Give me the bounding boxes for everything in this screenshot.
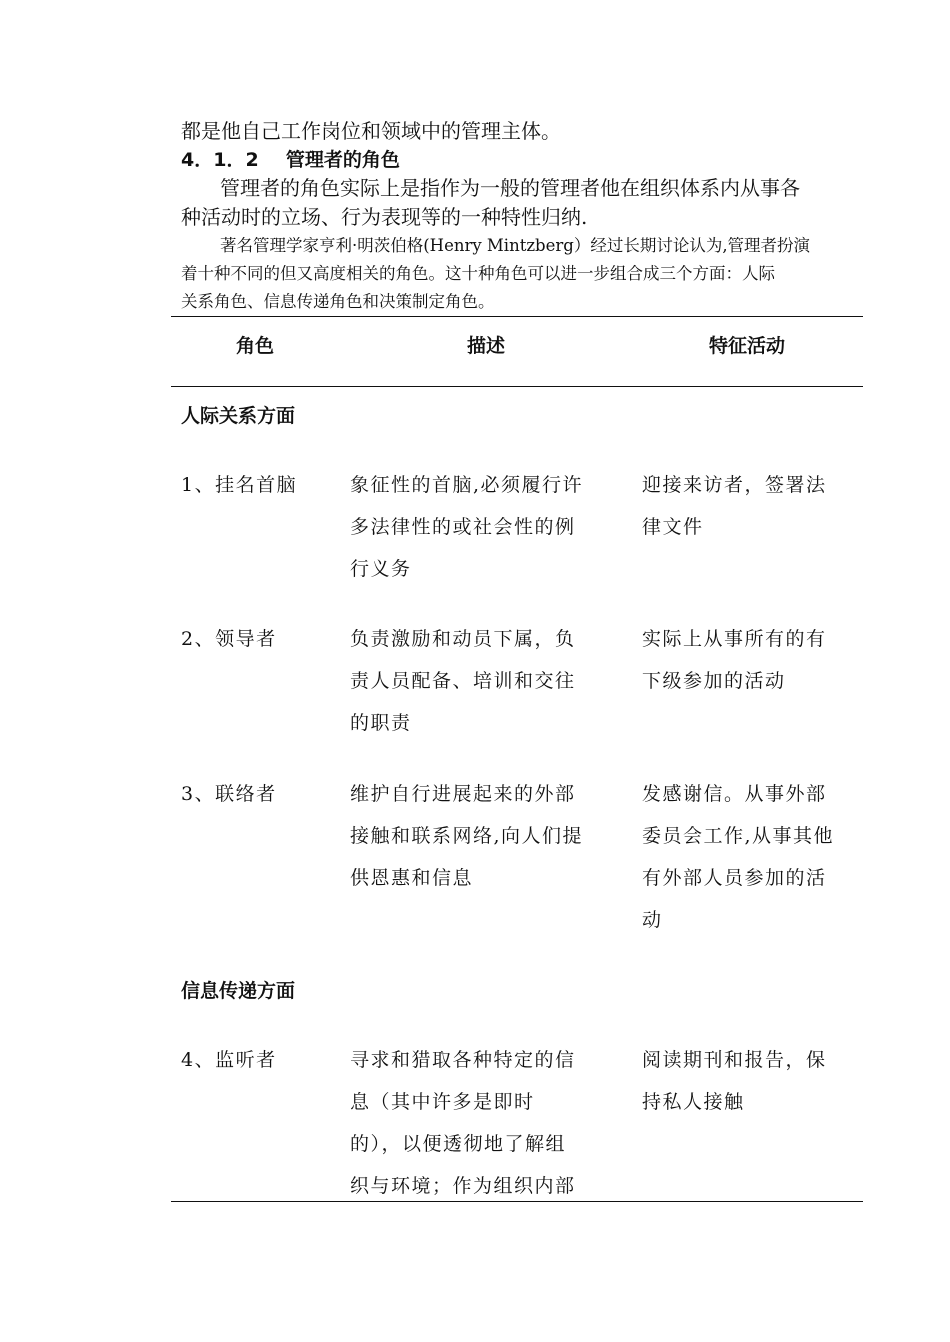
row-role: 2、领导者: [181, 628, 277, 650]
table-bottom-rule: [171, 1201, 863, 1202]
row-activities: 发感谢信。从事外部 委员会工作,从事其他 有外部人员参加的活 动: [642, 783, 835, 931]
header-role: 角色: [235, 335, 274, 357]
paragraph-line: 著名管理学家亨利·明茨伯格(Henry Mintzberg）经过长期讨论认为,管理者扮演: [220, 236, 811, 255]
row-activities: 阅读期刊和报告，保 持私人接触: [642, 1049, 827, 1113]
row-description: 寻求和猎取各种特定的信 息（其中许多是即时 的），以便透彻地了解组 织与环境；作为组织内部: [350, 1049, 576, 1197]
row-role: 4、监听者: [181, 1049, 277, 1071]
table-top-rule: [171, 316, 863, 317]
header-description: 描述: [466, 335, 505, 357]
section-title: 信息传递方面: [181, 980, 296, 1002]
section-title: 人际关系方面: [181, 405, 296, 427]
row-role: 1、挂名首脑: [181, 474, 298, 496]
row-description: 维护自行进展起来的外部 接触和联系网络,向人们提 供恩惠和信息: [350, 783, 584, 889]
intro-line: 都是他自己工作岗位和领域中的管理主体。: [181, 119, 561, 143]
row-description: 象征性的首脑,必须履行许 多法律性的或社会性的例 行义务: [350, 474, 584, 580]
section-title: 管理者的角色: [285, 149, 400, 171]
header-bottom-rule: [171, 386, 863, 387]
paragraph-line: 着十种不同的但又高度相关的角色。这十种角色可以进一步组合成三个方面：人际: [181, 264, 775, 283]
paragraph-line: 种活动时的立场、行为表现等的一种特性归纳.: [181, 205, 588, 229]
row-role: 3、联络者: [181, 783, 277, 805]
section-number: 4．1．2: [181, 149, 259, 171]
section-heading: [181, 147, 400, 173]
paragraph-line: 管理者的角色实际上是指作为一般的管理者他在组织体系内从事各: [220, 176, 800, 200]
row-activities: 实际上从事所有的有 下级参加的活动: [642, 628, 827, 692]
paragraph-line: 关系角色、信息传递角色和决策制定角色。: [181, 292, 495, 311]
header-activities: 特征活动: [708, 335, 785, 357]
row-description: 负责激励和动员下属，负 责人员配备、培训和交往 的职责: [350, 628, 576, 734]
row-activities: 迎接来访者，签署法 律文件: [642, 474, 827, 538]
